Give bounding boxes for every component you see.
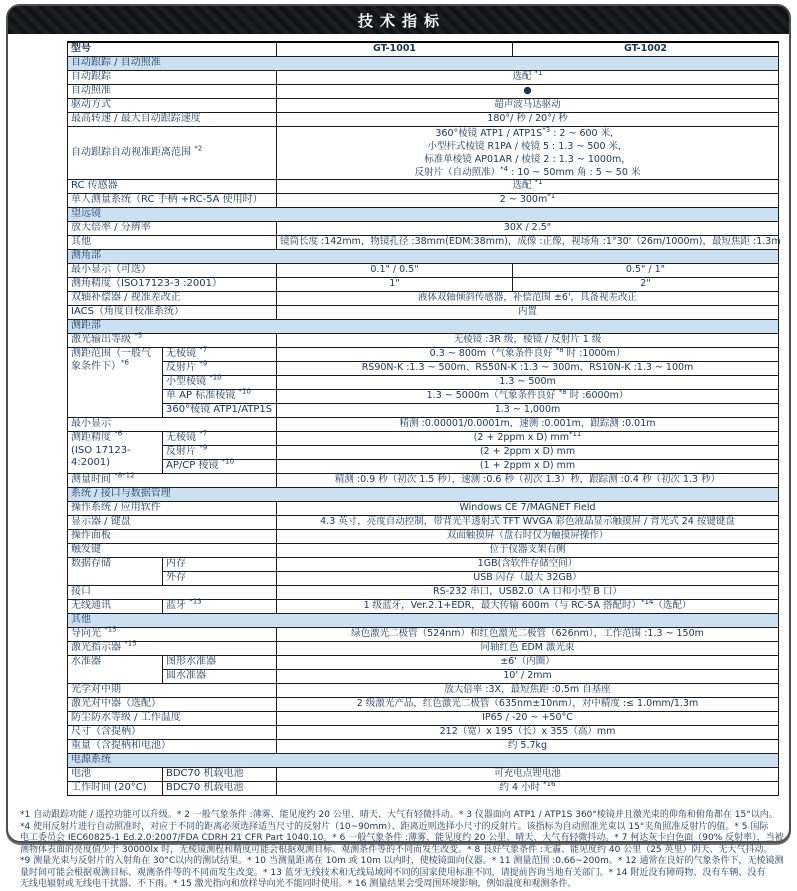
spec-row (68, 684, 779, 698)
spec-row (68, 586, 779, 600)
row-value: 2 ~ $300m^{*1}$ (277, 194, 779, 208)
row-label: 尺寸（含提柄） (68, 726, 277, 740)
spec-row (68, 236, 779, 250)
section-title: 其他 (68, 614, 779, 628)
spec-sheet-page (6, 4, 791, 889)
row-sublabel: 无棱镜 $^{*7}$ (163, 432, 277, 446)
spec-row (68, 113, 779, 127)
row-label: 显示器 / 键盘 (68, 516, 277, 530)
row-label: 激光指示器 $^{*15}$ (68, 642, 277, 656)
row-value: 双面触摸屏（盘右时仅为触摸屏操作） (277, 530, 779, 544)
row-value: 约 5.7kg (277, 740, 779, 754)
model-gt1002-cell: GT-1002 (513, 42, 779, 57)
spec-table-body (68, 42, 779, 796)
row-sublabel: 图形水准器 (163, 656, 277, 670)
spec-row (68, 502, 779, 516)
row-label: 自动跟踪自动视准距离范围 $^{*2}$ (68, 127, 277, 180)
row-label: 测距范围（一般气象条件下）$^{*6}$ (68, 348, 163, 418)
row-value: ● (277, 85, 779, 99)
spec-row (68, 600, 779, 614)
row-sublabel: 反射片 $^{*9}$ (163, 446, 277, 460)
row-value: 同轴红色 EDM 激光束 (277, 642, 779, 656)
row-sublabel: AP/CP 棱镜 $^{*10}$ (163, 460, 277, 474)
row-sublabel: 无棱镜 $^{*7}$ (163, 348, 277, 362)
row-value: IP65 / -20 ~ +50°C (277, 712, 779, 726)
row-sublabel: 反射片 $^{*9}$ (163, 362, 277, 376)
section-header-row (68, 208, 779, 222)
section-title: 测距部 (68, 320, 779, 334)
spec-row (68, 418, 779, 432)
row-sublabel: 内存 (163, 558, 277, 572)
footnote-line: *1 自动跟踪功能 / 遥控功能可以升级。* 2 一般气象条件 :薄雾、能见度约 20 公里、晴天、大气有轻微抖动。* 3 仪器面向 ATP1 / ATP1S 360°棱镜并且激光束的仰角和俯角都在 15°以内。 (20, 810, 778, 820)
section-title: 系统 / 接口与数据管理 (68, 488, 779, 502)
row-value: 4.3 英寸，亮度自动控制，带背光半透射式 TFT WVGA 彩色液晶显示触摸屏 / 背光式 24 按键键盘 (277, 516, 779, 530)
row-label: 最高转速 / 最大自动跟踪速度 (68, 113, 277, 127)
spec-row (68, 768, 779, 782)
row-value: 212（宽）x 195（长）x 355（高）mm (277, 726, 779, 740)
spec-row (68, 264, 779, 278)
spec-row (68, 712, 779, 726)
page-title-banner (8, 6, 789, 34)
row-sublabel: 360°棱镜 ATP1/ATP1S (163, 404, 277, 418)
section-header-row (68, 614, 779, 628)
row-value: Windows CE 7/MAGNET Field (277, 502, 779, 516)
row-label: 水准器 (68, 656, 163, 684)
row-value-gt1001: 1" (277, 278, 513, 292)
row-value: 1.3 ~ 500m (277, 376, 779, 390)
row-label: 激光对中器（选配） (68, 698, 277, 712)
section-title: 电源系统 (68, 754, 779, 768)
row-value: 选配 $^{*1}$ (277, 180, 779, 194)
spec-row (68, 530, 779, 544)
footnotes (20, 810, 784, 891)
row-sublabel: BDC70 机载电池 (163, 782, 277, 796)
row-value: 1 级蓝牙，Ver.2.1+EDR，最大传输 600m（与 RC-5A 搭配时）$^{*14}$（选配） (277, 600, 779, 614)
spec-row (68, 222, 779, 236)
row-value: 360°棱镜 $ATP1 / ATP1S^{*3}$ : 2 ~ 600 米， 小型杆式棱镜 R1PA / 棱镜 5 : 1.3 ~ 500 米， 标准单棱镜 AP01AR / 棱镜 2 : 1.3 ~ 1000m， 反射片（自动照准）$^{*4}$ : 10 ~ 50mm 角 : 5 ~ 50 米 (277, 127, 779, 180)
spec-row (68, 516, 779, 530)
row-value: 10' / 2mm (277, 670, 779, 684)
spec-row (68, 306, 779, 320)
spec-row (68, 642, 779, 656)
spec-row (68, 474, 779, 488)
spec-row (68, 292, 779, 306)
row-label: 接口 (68, 586, 277, 600)
row-value: 超声波马达驱动 (277, 99, 779, 113)
row-label: 操作面板 (68, 530, 277, 544)
spec-row (68, 404, 779, 418)
row-value: 精测 :0.9 秒（初次 1.5 秒），速测 :0.6 秒（初次 1.3）秒，跟踪测 :0.4 秒（初次 1.3 秒） (277, 474, 779, 488)
row-value: (1 + 2ppm x D) mm (277, 460, 779, 474)
row-value: 可充电点锂电池 (277, 768, 779, 782)
row-value: RS90N-K :1.3 ~ 500m、RS50N-K :1.3 ~ 300m、RS10N-K :1.3 ~ 100m (277, 362, 779, 376)
row-label: 单人测量系统（RC 手柄 +RC-5A 使用时） (68, 194, 277, 208)
row-label: 无线通讯 (68, 600, 163, 614)
row-value: (2 + 2ppm x D) mm (277, 446, 779, 460)
row-value: 选配 $^{*1}$ (277, 71, 779, 85)
page-title: 技术指标 (357, 11, 446, 30)
row-value: USB 闪存（最大 32GB） (277, 572, 779, 586)
row-value: 0.3 ~ 800m（气象条件良好 $^{*8}$ 时 :1000m） (277, 348, 779, 362)
row-value: 液体双轴倾斜传感器，补偿范围 ±6'，具备视差改正 (277, 292, 779, 306)
row-sublabel: 单 AP 标准棱镜 $^{*10}$ (163, 390, 277, 404)
model-gt1001-cell: GT-1001 (277, 42, 513, 57)
row-label: 防尘防水等级 / 工作温度 (68, 712, 277, 726)
spec-row (68, 460, 779, 474)
section-header-row (68, 320, 779, 334)
row-label: 触发键 (68, 544, 277, 558)
row-label: 工作时间 (20°C) (68, 782, 163, 796)
row-value: 放大倍率 :3X，最短焦距 :0.5m 自基座 (277, 684, 779, 698)
row-label: 最小显示 (68, 418, 277, 432)
footnote-line: *9 测量光束与反射片的入射角在 30°C以内的测试结果。* 10 当测量距离在 10m 或 10m 以内时，使棱镜面向仪器。* 11 测量范围 :0.66~200m。* 12 通常在良好的气象条件下，无棱镜测 (20, 856, 784, 866)
row-value: 1.3 ~ 5000m（气象条件良好 $^{*8}$ 时 :6000m） (277, 390, 779, 404)
spec-row (68, 544, 779, 558)
footnote-line: 测物体表面的亮度值少于 30000lx 时，无棱镜测程和精度可能会根据观测目标、观测条件等的不同而发生改变。* 8 良好气象条件 :无霾、能见度约 40 公里（25 英里）阴天、无大气抖动。 (20, 844, 773, 855)
spec-row (68, 71, 779, 85)
spec-row (68, 180, 779, 194)
spec-row (68, 362, 779, 376)
row-value: 1GB(含软件存储空间） (277, 558, 779, 572)
spec-row (68, 628, 779, 642)
row-label: 其他 (68, 236, 277, 250)
row-value: 内置 (277, 306, 779, 320)
spec-row (68, 446, 779, 460)
spec-row (68, 85, 779, 99)
row-label: 光学对中期 (68, 684, 277, 698)
spec-row (68, 740, 779, 754)
row-value: 镜筒长度 :142mm，物镜孔径 :38mm(EDM:38mm)，成像 :正像，视场角 :1°30'（26m/1000m)，最短焦距 :1.3m (277, 236, 779, 250)
spec-row (68, 726, 779, 740)
row-value-gt1002: 0.5" / 1" (513, 264, 779, 278)
row-value-gt1002: 2" (513, 278, 779, 292)
row-value: ±6'（内圈） (277, 656, 779, 670)
spec-row (68, 278, 779, 292)
row-label: IACS（角度自校准系统） (68, 306, 277, 320)
row-label: 自动照准 (68, 85, 277, 99)
row-value: 2 级激光产品，红色激光二极管（635nm±10nm），对中精度 :≤ 1.0mm/1.3m (277, 698, 779, 712)
row-label: 激光输出等级 $^{*5}$ (68, 334, 277, 348)
row-value: 1.3 ~ 1,000m (277, 404, 779, 418)
model-header-cell: 型号 (68, 42, 277, 57)
row-label: 自动跟踪 (68, 71, 277, 85)
spec-row (68, 656, 779, 670)
section-header-row (68, 250, 779, 264)
row-label: 测距精度 $^{*6}$ (ISO 17123-4:2001) (68, 432, 163, 474)
row-value-gt1001: 0.1" / 0.5" (277, 264, 513, 278)
row-sublabel: BDC70 机载电池 (163, 768, 277, 782)
row-sublabel: 蓝牙 $^{*13}$ (163, 600, 277, 614)
spec-row (68, 432, 779, 446)
row-value: 绿色激光二极管（524nm）和红色激光二极管（626nm），工作范围 :1.3 ~ 150m (277, 628, 779, 642)
section-header-row (68, 57, 779, 71)
footnote-line: 电工委员会 IEC60825-1 Ed.2.0:2007/FDA CDRH 21 CFR Part 1040.10。* 6 一般气象条件 :薄雾、能见度约 20 公里、晴天、大气有轻微抖动。* 7 柯达灰卡白色面（90% 反射率），当被 (20, 833, 784, 843)
section-title: 望远镜 (68, 208, 779, 222)
spec-row (68, 194, 779, 208)
spec-row (68, 782, 779, 796)
row-sublabel: 小型棱镜 $^{*10}$ (163, 376, 277, 390)
row-sublabel: 外存 (163, 572, 277, 586)
row-value: (2 + 2ppm x D) $mm^{*11}$ (277, 432, 779, 446)
row-value: 无棱镜 :3R 级，棱镜 / 反射片 1 级 (277, 334, 779, 348)
row-value: 位于仪器支架右侧 (277, 544, 779, 558)
row-label: 放大倍率 / 分辨率 (68, 222, 277, 236)
row-label: RC 传感器 (68, 180, 277, 194)
row-sublabel: 圆水准器 (163, 670, 277, 684)
row-value: RS-232 串口，USB2.0（A 口和小型 B 口） (277, 586, 779, 600)
row-value: 精测 :0.00001/0.0001m，速测 :0.001m，跟踪测 :0.01m (277, 418, 779, 432)
section-header-row (68, 754, 779, 768)
spec-row (68, 698, 779, 712)
spec-row (68, 390, 779, 404)
footnote-line: 量时间可能会根据观测目标、观测条件等的不同而发生改变。* 13 蓝牙无线技术和无线局域网不同的国家使用标准不同，请提前咨询当地有关部门。* 14 附近没有障碍物、没有车辆、没有 (20, 867, 766, 878)
footnote-line: *4 使用反射片进行自动照准时，对应于不同的距离必须选择适当尺寸的反射片（10~90mm）、距离近则选择小尺寸的反射片。该指标为自动照准光束以 15°夹角照准反射片的值。* 5 国际 (20, 821, 769, 832)
row-value: 约 4 小时 $^{*16}$ (277, 782, 779, 796)
spec-row (68, 127, 779, 180)
spec-row (68, 99, 779, 113)
spec-table (67, 41, 779, 796)
footnote-line: 无线电辐射或无线电干扰器、不下雨。* 15 激光指向和放样导向光不能同时使用。* 16 测量结果会受周围环境影响，例如温度和观测条件。 (20, 879, 577, 889)
row-label: 测角精度（ISO17123-3 :2001） (68, 278, 277, 292)
row-label: 数据存储 (68, 558, 163, 586)
row-label: 驱动方式 (68, 99, 277, 113)
section-title: 自动跟踪 / 自动照准 (68, 57, 779, 71)
spec-row (68, 558, 779, 572)
table-header-row (68, 42, 779, 57)
row-label: 双轴补偿器 / 视准差改正 (68, 292, 277, 306)
section-header-row (68, 488, 779, 502)
row-label: 操作系统 / 应用软件 (68, 502, 277, 516)
row-label: 最小显示（可选） (68, 264, 277, 278)
row-label: 重量（含提柄和电池） (68, 740, 277, 754)
spec-row (68, 334, 779, 348)
row-value: 180°/ 秒 / 20°/ 秒 (277, 113, 779, 127)
section-title: 测角部 (68, 250, 779, 264)
row-label: 导向光 $^{*15}$ (68, 628, 277, 642)
row-label: 测量时间 $^{*8*12}$ (68, 474, 277, 488)
spec-row (68, 376, 779, 390)
spec-row (68, 572, 779, 586)
spec-row (68, 348, 779, 362)
row-label: 电池 (68, 768, 163, 782)
row-value: 30X / 2.5" (277, 222, 779, 236)
spec-row (68, 670, 779, 684)
